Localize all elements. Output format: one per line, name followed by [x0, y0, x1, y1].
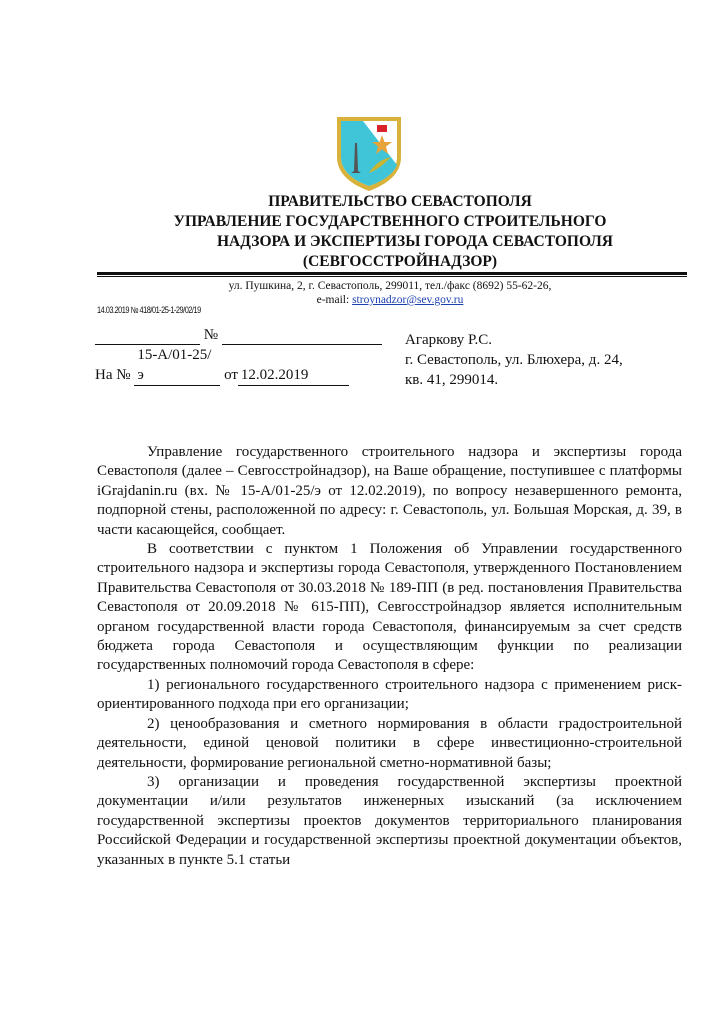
contact-block: [140, 279, 640, 307]
reply-date: 12.02.2019: [238, 365, 349, 386]
number-sign: №: [203, 327, 219, 343]
outgoing-number-blank: [222, 328, 382, 345]
body-list-item: 1) регионального государственного строительного надзора с применением риск-ориентированного подхода при его организации;: [97, 676, 682, 713]
registration-stamp: 14.03.2019 № 418/01-25-1-29/02/19: [97, 305, 201, 315]
org-short-name: (СЕВГОССТРОЙНАДЗОР): [302, 253, 498, 270]
body-list-item: 3) организации и проведения государственной экспертизы проектной документации и/или результатов инженерных изысканий (за исключением государственной экспертизы проектов документов территориального планирования Российской Федерации и государственной экспертизы проектной документации объектов, указанных в пункте 5.1 статьи: [97, 773, 682, 868]
outgoing-number-line: [95, 325, 382, 345]
recipient-address-line2: кв. 41, 299014.: [405, 372, 499, 388]
org-department-subtitle: НАДЗОРА И ЭКСПЕРТИЗЫ ГОРОДА СЕВАСТОПОЛЯ: [216, 233, 613, 250]
header-divider-thick: [97, 272, 687, 275]
recipient-block: [405, 330, 623, 390]
contact-email-line: [140, 293, 640, 307]
coat-of-arms-icon: [333, 113, 405, 193]
recipient-name: Агаркову Р.С.: [405, 332, 492, 348]
body-paragraph: Управление государственного строительного надзора и экспертизы города Севастополя (далее – Севгосстройнадзор), на Ваше обращение, поступившее с платформы iGrajdanin.ru (вх. № 15-А/01-25/э от 12.02.2019), по вопросу незавершенного ремонта, подпорной стены, расположенной по адресу: г. Севастополь, ул. Большая Морская, д. 39, в части касающейся, сообщает.: [97, 444, 682, 538]
letter-body: [97, 443, 682, 870]
email-link[interactable]: stroynadzor@sev.gov.ru: [352, 294, 464, 306]
reply-prefix: На №: [95, 367, 131, 383]
reply-from: от: [224, 367, 238, 383]
recipient-address-line1: г. Севастополь, ул. Блюхера, д. 24,: [405, 352, 623, 368]
org-government-title: ПРАВИТЕЛЬСТВО СЕВАСТОПОЛЯ: [268, 193, 532, 210]
reply-number: 15-А/01-25/э: [134, 345, 220, 386]
body-list-item: 2) ценообразования и сметного нормирования в области градостроительной деятельности, единой ценовой политики в сфере инвестиционно-строительной деятельности, формирование региональной сметно-нормативной базы;: [97, 715, 682, 771]
body-paragraph: В соответствии с пунктом 1 Положения об Управлении государственного строительного надзора и экспертизы города Севастополя, утвержденного Постановлением Правительства Севастополя от 30.03.2018 № 189-ПП (в ред. постановления Правительства Севастополя от 20.09.2018 № 615-ПП), Севгосстройнадзор является исполнительным органом государственной власти города Севастополя, финансируемым за счет средств бюджета города Севастополя и осуществляющим функции по реализации государственных полномочий города Севастополя в сфере:: [97, 541, 682, 674]
org-department-title: УПРАВЛЕНИЕ ГОСУДАРСТВЕННОГО СТРОИТЕЛЬНОГО: [173, 213, 607, 230]
reply-reference-line: [95, 345, 349, 386]
contact-address: ул. Пушкина, 2, г. Севастополь, 299011, тел./факс (8692) 55-62-26,: [228, 280, 552, 292]
header-divider-thin: [97, 276, 687, 277]
outgoing-date-blank: [95, 328, 200, 345]
email-label: e-mail:: [316, 294, 353, 306]
